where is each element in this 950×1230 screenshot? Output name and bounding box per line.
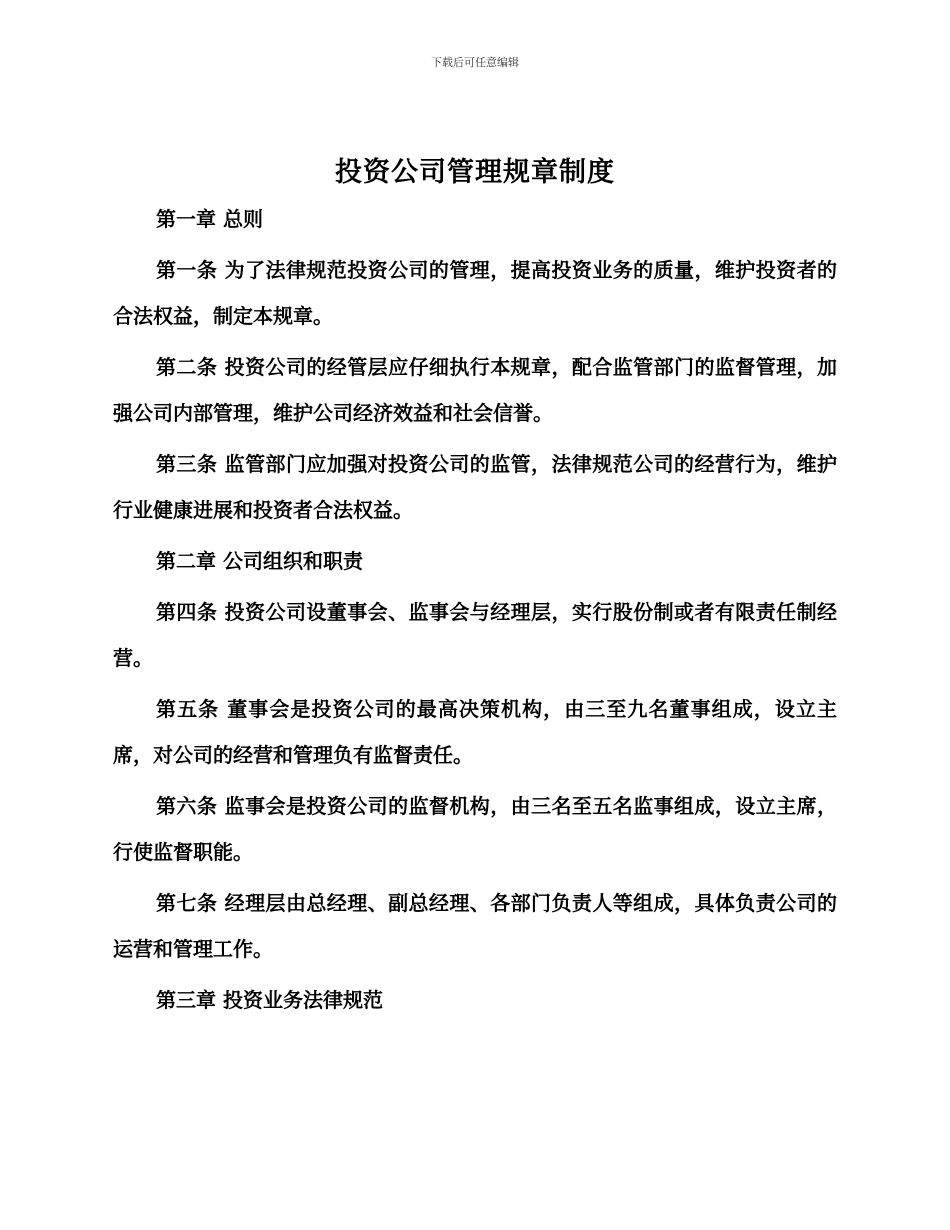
document-body [113,196,837,1028]
article-5: 第五条 董事会是投资公司的最高决策机构，由三至九名董事组成，设立主席，对公司的经营和管理负有监督责任。 [113,697,837,767]
article-3: 第三条 监管部门应加强对投资公司的监管，法律规范公司的经营行为，维护行业健康进展和投资者合法权益。 [113,452,837,522]
article-4: 第四条 投资公司设董事会、监事会与经理层，实行股份制或者有限责任制经营。 [113,600,837,670]
chapter-heading-3: 第三章 投资业务法律规范 [156,988,383,1012]
chapter-heading-2: 第二章 公司组织和职责 [156,549,363,573]
chapter-heading-1: 第一章 总则 [156,207,263,231]
article-2: 第二条 投资公司的经管层应仔细执行本规章，配合监管部门的监督管理，加强公司内部管理，维护公司经济效益和社会信誉。 [113,355,837,425]
document-title: 投资公司管理规章制度 [335,157,615,188]
article-7: 第七条 经理层由总经理、副总经理、各部门负责人等组成，具体负责公司的运营和管理工作。 [113,891,837,961]
page-header-note: 下载后可任意编辑 [431,56,519,69]
article-6: 第六条 监事会是投资公司的监督机构，由三名至五名监事组成，设立主席，行使监督职能。 [113,794,837,864]
article-1: 第一条 为了法律规范投资公司的管理，提高投资业务的质量，维护投资者的合法权益，制定本规章。 [113,258,837,328]
